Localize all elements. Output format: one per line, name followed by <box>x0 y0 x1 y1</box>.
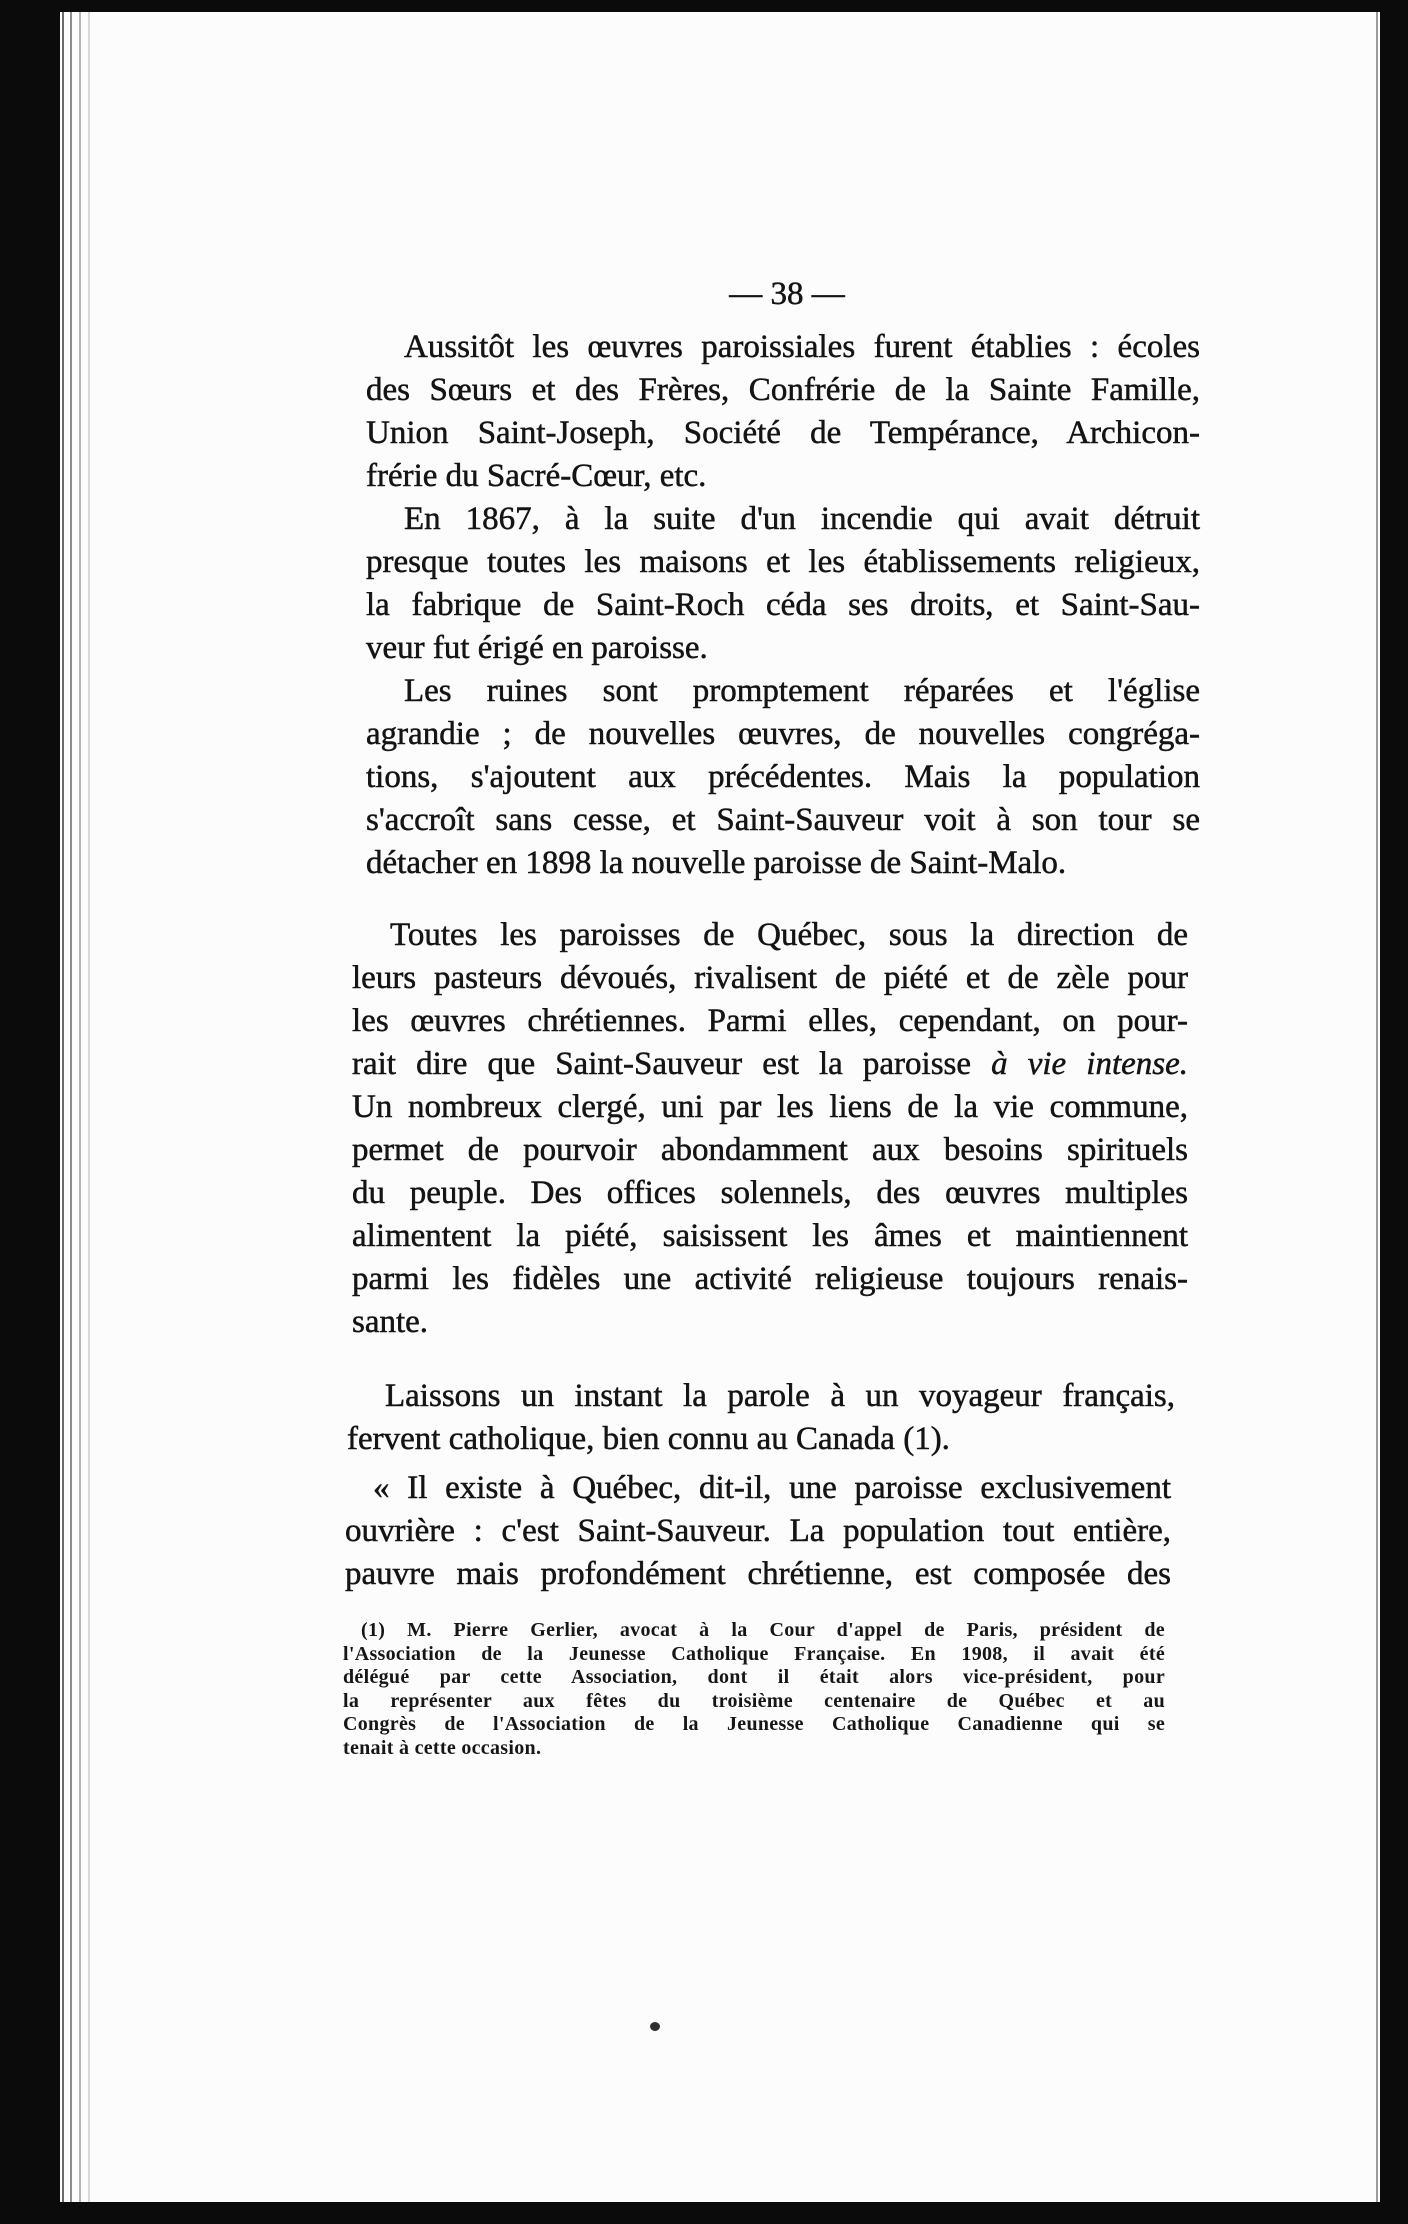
text-line: Les ruines sont promptement réparées et l'église <box>404 673 1200 709</box>
text-line: permet de pourvoir abondamment aux besoins spirituels <box>352 1132 1188 1168</box>
text-line: Aussitôt les œuvres paroissiales furent établies : écoles <box>404 329 1200 365</box>
text-line: veur fut érigé en paroisse. <box>366 630 708 666</box>
text-line: fervent catholique, bien connu au Canada (1). <box>347 1421 950 1457</box>
text-line: presque toutes les maisons et les établissements religieux, <box>366 544 1200 580</box>
page-edge <box>88 12 90 2202</box>
page-edge <box>1376 12 1378 2202</box>
text-line: Un nombreux clergé, uni par les liens de la vie commune, <box>352 1089 1188 1125</box>
paragraph <box>345 1467 1171 1596</box>
text-line: sante. <box>352 1304 429 1340</box>
text-line: ouvrière : c'est Saint-Sauveur. La population tout entière, <box>345 1513 1171 1549</box>
text-line: « Il existe à Québec, dit-il, une paroisse exclusivement <box>373 1470 1171 1506</box>
text-span: rait dire que Saint-Sauveur est la paroisse <box>352 1046 972 1082</box>
text-line: détacher en 1898 la nouvelle paroisse de Saint-Malo. <box>366 845 1067 881</box>
footnote-line: Congrès de l'Association de la Jeunesse Catholique Canadienne qui se <box>343 1713 1165 1735</box>
text-line: Toutes les paroisses de Québec, sous la direction de <box>390 917 1188 953</box>
page-edge <box>79 12 81 2202</box>
text-line: s'accroît sans cesse, et Saint-Sauveur voit à son tour se <box>366 802 1200 838</box>
text-line: frérie du Sacré-Cœur, etc. <box>366 458 707 494</box>
text-line: du peuple. Des offices solennels, des œuvres multiples <box>352 1175 1188 1211</box>
page-edge <box>62 12 64 2202</box>
footnote-line: la représenter aux fêtes du troisième centenaire de Québec et au <box>343 1689 1165 1712</box>
footnote-line: (1) M. Pierre Gerlier, avocat à la Cour d'appel de Paris, président de <box>361 1619 1165 1641</box>
text-line: alimentent la piété, saisissent les âmes et maintiennent <box>352 1218 1188 1254</box>
text-line: Union Saint-Joseph, Société de Tempérance, Archicon- <box>366 415 1200 451</box>
page-edge <box>70 12 72 2202</box>
footnote-line: l'Association de la Jeunesse Catholique Française. En 1908, il avait été <box>343 1642 1165 1665</box>
text-line: tions, s'ajoutent aux précédentes. Mais la population <box>366 759 1200 795</box>
paragraph <box>366 326 1200 885</box>
text-line: agrandie ; de nouvelles œuvres, de nouvelles congréga- <box>366 716 1200 752</box>
ink-spot <box>650 2022 660 2031</box>
italic-emphasis: à vie intense. <box>991 1046 1189 1082</box>
text-line: En 1867, à la suite d'un incendie qui avait détruit <box>404 501 1200 537</box>
paragraph <box>347 1375 1175 1461</box>
text-line <box>352 1043 1188 1086</box>
text-line: les œuvres chrétiennes. Parmi elles, cependant, on pour- <box>352 1003 1188 1039</box>
footnote-line: tenait à cette occasion. <box>343 1736 542 1759</box>
text-line: leurs pasteurs dévoués, rivalisent de piété et de zèle pour <box>352 960 1188 996</box>
paragraph <box>352 914 1188 1344</box>
text-line: la fabrique de Saint-Roch céda ses droits, et Saint-Sau- <box>366 587 1200 623</box>
page-number: — 38 — <box>729 276 845 312</box>
text-line: parmi les fidèles une activité religieuse toujours renais- <box>352 1261 1188 1297</box>
footnote-line: délégué par cette Association, dont il était alors vice-président, pour <box>343 1666 1165 1688</box>
text-line: pauvre mais profondément chrétienne, est composée des <box>345 1556 1171 1592</box>
text-line: Laissons un instant la parole à un voyageur français, <box>385 1378 1175 1414</box>
text-line: des Sœurs et des Frères, Confrérie de la Sainte Famille, <box>366 372 1200 408</box>
footnote <box>343 1619 1165 1760</box>
